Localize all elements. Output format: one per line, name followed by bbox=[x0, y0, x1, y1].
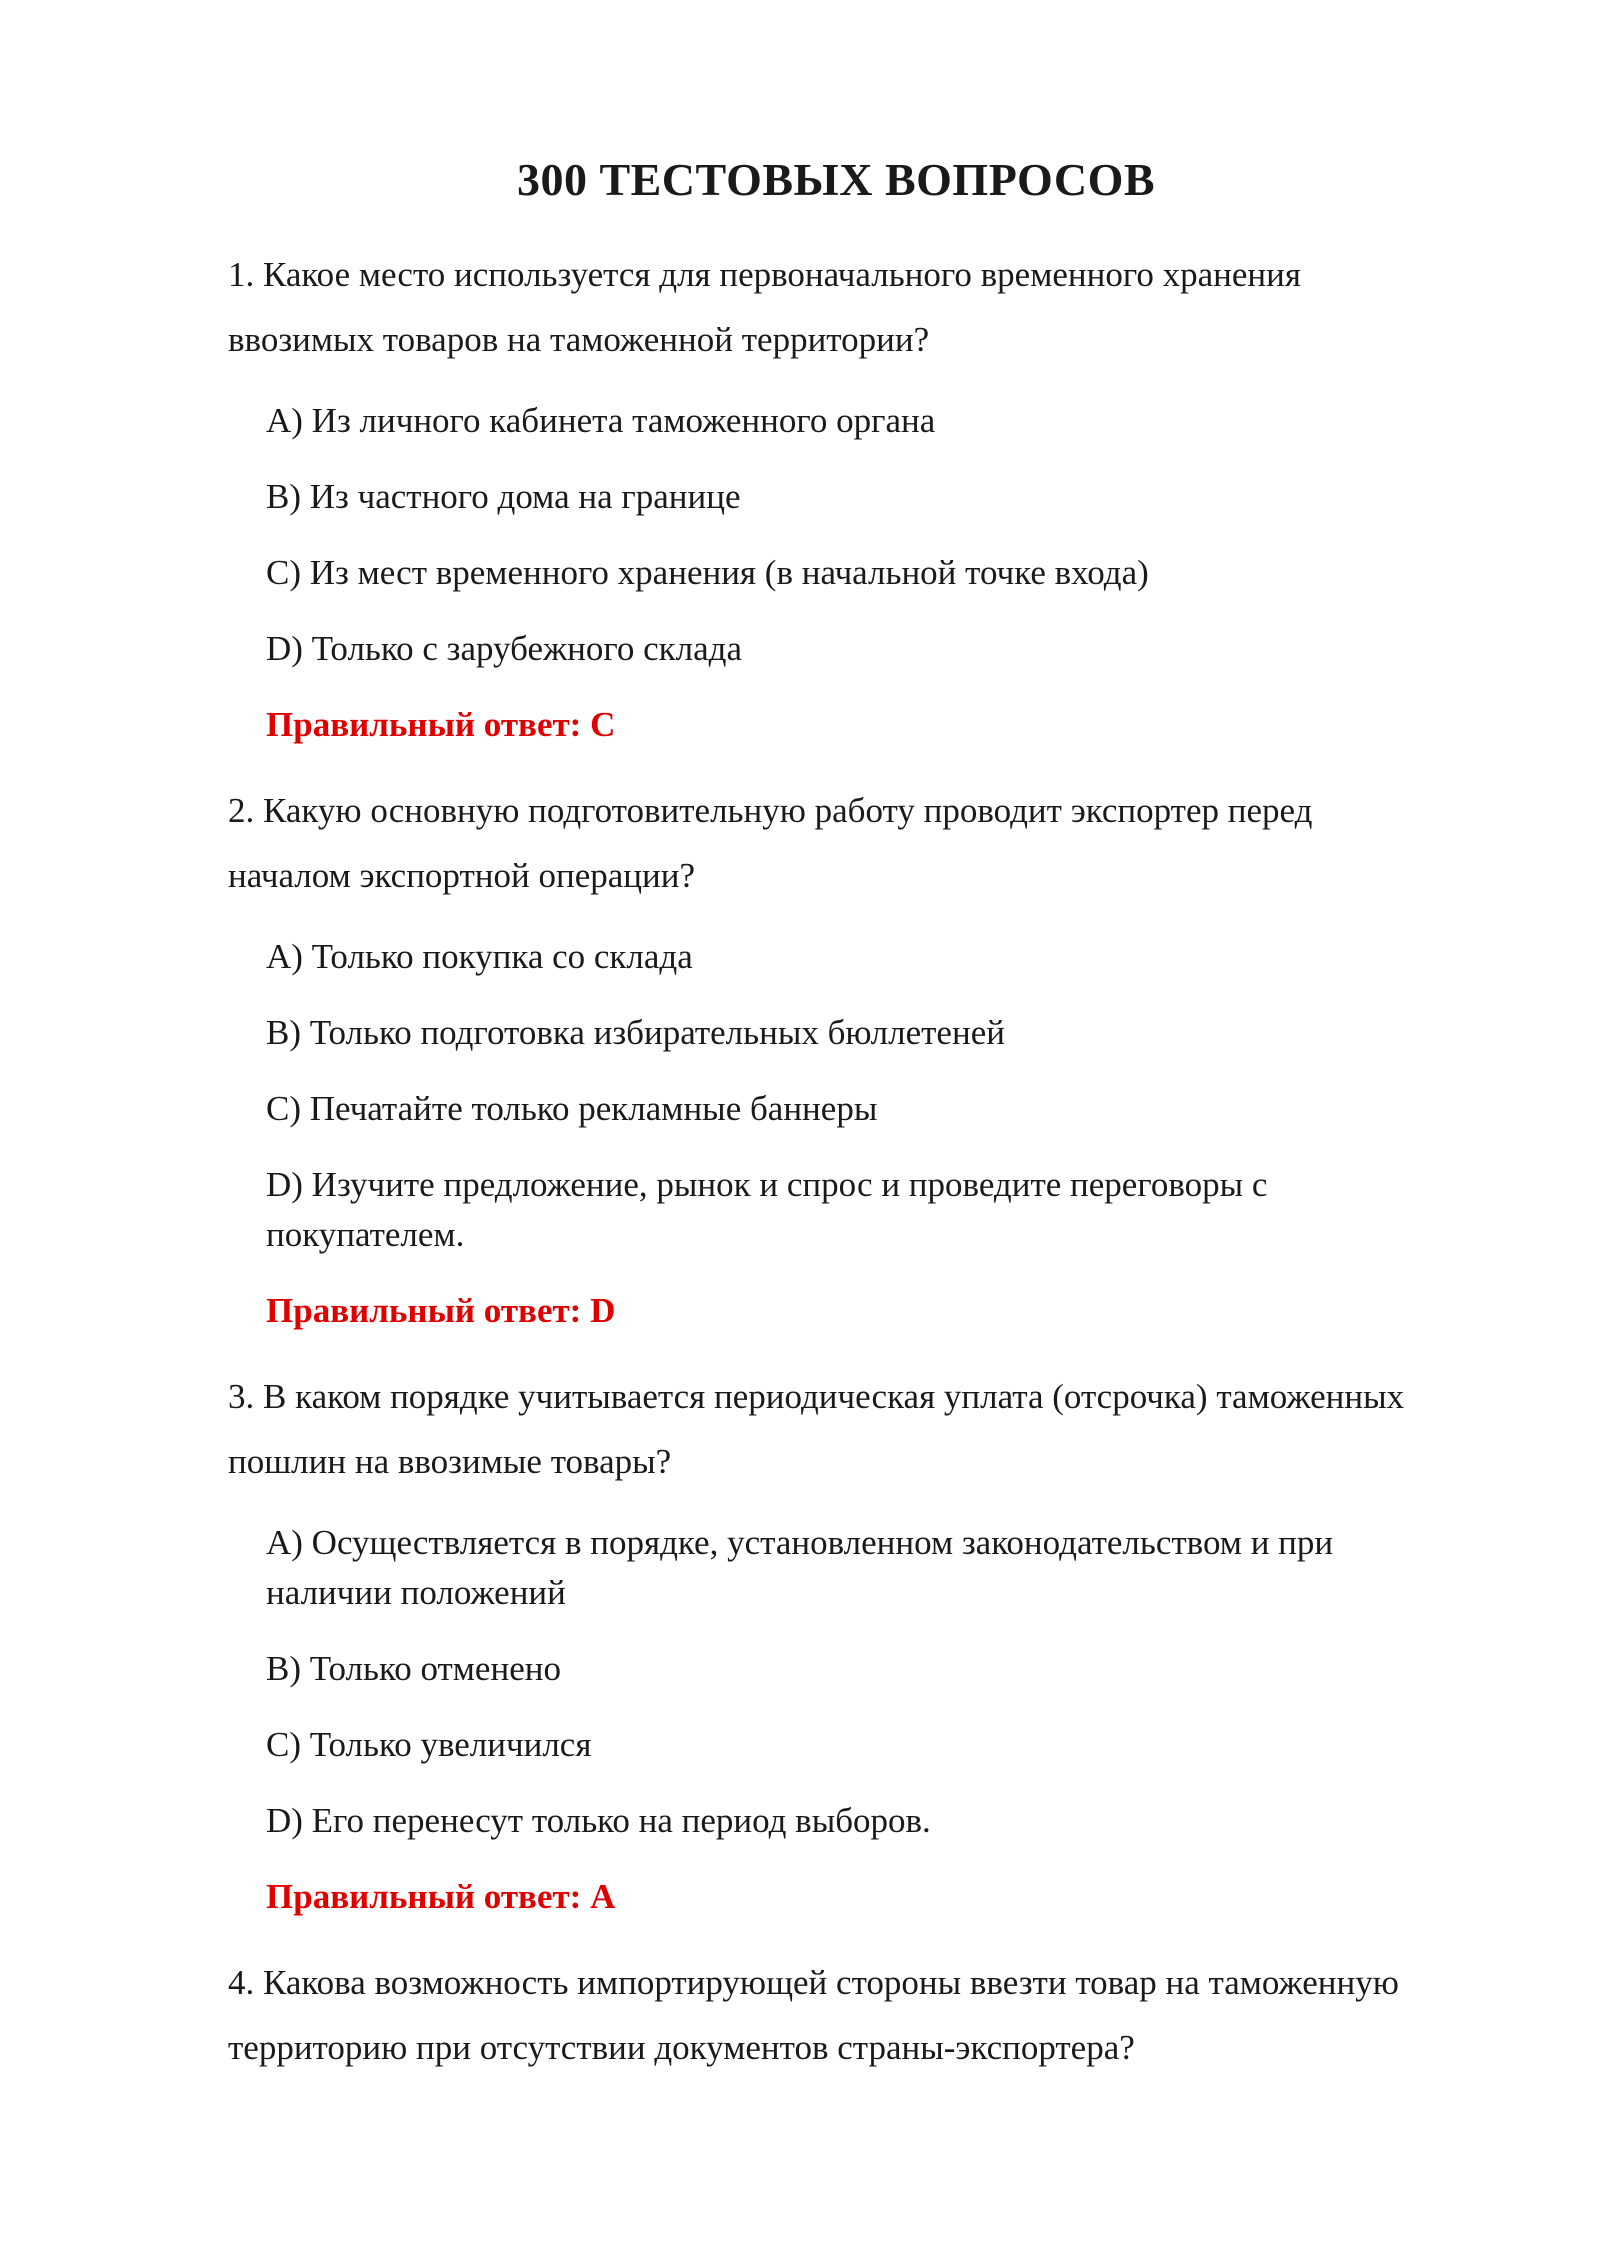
option-a: A) Только покупка со склада bbox=[266, 937, 693, 976]
question-text bbox=[228, 1950, 1440, 2080]
question-number: 4. bbox=[228, 1963, 255, 2002]
option-c: C) Из мест временного хранения (в начальной точке входа) bbox=[266, 553, 1149, 592]
correct-answer bbox=[266, 1872, 1440, 1922]
question-2 bbox=[228, 778, 1440, 1336]
question-1 bbox=[228, 242, 1440, 750]
document-title: 300 ТЕСТОВЫХ ВОПРОСОВ bbox=[516, 154, 1156, 205]
option-a: A) Осуществляется в порядке, установленном законодательством и при наличии положений bbox=[266, 1523, 1334, 1612]
option-b: B) Из частного дома на границе bbox=[266, 477, 741, 516]
option-d: D) Изучите предложение, рынок и спрос и проведите переговоры с покупателем. bbox=[266, 1165, 1268, 1254]
question-text bbox=[228, 242, 1440, 372]
correct-answer-label: Правильный ответ: bbox=[266, 1291, 582, 1330]
question-number: 1. bbox=[228, 255, 255, 294]
option-c: C) Только увеличился bbox=[266, 1725, 592, 1764]
question-body: В каком порядке учитывается периодическая уплата (отсрочка) таможенных пошлин на ввозимые товары? bbox=[228, 1377, 1405, 1481]
correct-answer bbox=[266, 1286, 1440, 1336]
options-list bbox=[228, 1518, 1440, 1846]
question-body: Какова возможность импортирующей стороны ввезти товар на таможенную территорию при отсутствии документов страны-экспортера? bbox=[228, 1963, 1399, 2067]
question-number: 3. bbox=[228, 1377, 255, 1416]
question-4 bbox=[228, 1950, 1440, 2080]
correct-answer-value: C bbox=[590, 705, 616, 744]
question-body: Какое место используется для первоначального временного хранения ввозимых товаров на таможенной территории? bbox=[228, 255, 1301, 359]
question-number: 2. bbox=[228, 791, 255, 830]
correct-answer-value: A bbox=[590, 1877, 616, 1916]
correct-answer-value: D bbox=[590, 1291, 616, 1330]
correct-answer-label: Правильный ответ: bbox=[266, 1877, 582, 1916]
options-list bbox=[228, 396, 1440, 674]
question-text bbox=[228, 1364, 1440, 1494]
options-list bbox=[228, 932, 1440, 1260]
question-body: Какую основную подготовительную работу проводит экспортер перед началом экспортной операции? bbox=[228, 791, 1313, 895]
option-b: B) Только отменено bbox=[266, 1649, 561, 1688]
option-a: A) Из личного кабинета таможенного органа bbox=[266, 401, 936, 440]
question-3 bbox=[228, 1364, 1440, 1922]
option-d: D) Его перенесут только на период выборов. bbox=[266, 1801, 931, 1840]
question-text bbox=[228, 778, 1440, 908]
option-d: D) Только с зарубежного склада bbox=[266, 629, 743, 668]
correct-answer bbox=[266, 700, 1440, 750]
option-c: C) Печатайте только рекламные баннеры bbox=[266, 1089, 878, 1128]
option-b: B) Только подготовка избирательных бюллетеней bbox=[266, 1013, 1005, 1052]
correct-answer-label: Правильный ответ: bbox=[266, 705, 582, 744]
